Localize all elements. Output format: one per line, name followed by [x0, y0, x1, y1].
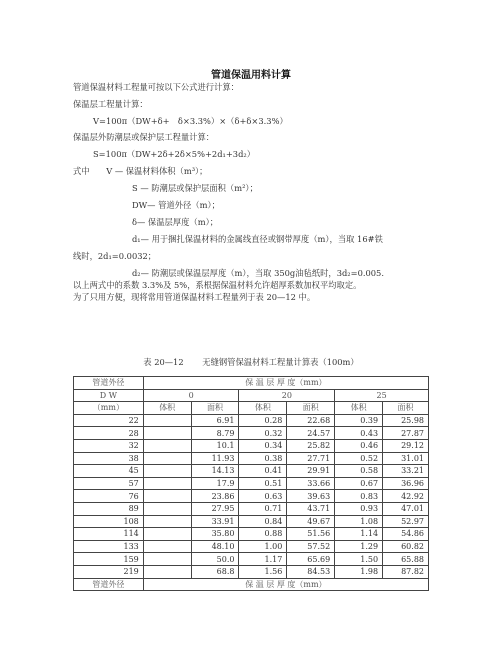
header-dw-line3: （mm）	[74, 402, 144, 415]
value-cell: 0.34	[239, 439, 287, 452]
value-cell: 54.86	[383, 528, 429, 541]
table-row	[74, 565, 429, 578]
value-cell: 1.98	[335, 565, 383, 578]
value-cell	[143, 465, 191, 478]
value-cell: 29.12	[383, 439, 429, 452]
value-cell: 84.53	[287, 565, 335, 578]
value-cell	[143, 515, 191, 528]
coefficient-note: 以上两式中的系数 3.3%及 5%，系根据保温材料允许超厚系数加权平均取定。	[73, 280, 362, 290]
legend-d2: d₂— 防潮层或保温层厚度（m），当取 350g油毡纸时，3d₂=0.005.	[132, 268, 384, 278]
footer-dw: 管道外径	[74, 578, 144, 591]
value-cell: 22.68	[287, 414, 335, 427]
value-cell: 35.80	[191, 528, 239, 541]
value-cell: 0.39	[335, 414, 383, 427]
insulation-table	[73, 376, 429, 591]
outer-diameter-cell: 38	[74, 452, 144, 465]
value-cell: 0.46	[335, 439, 383, 452]
table-caption	[0, 356, 502, 368]
value-cell	[143, 553, 191, 566]
outer-diameter-cell: 76	[74, 490, 144, 503]
outer-diameter-cell: 114	[74, 528, 144, 541]
value-cell: 33.21	[383, 465, 429, 478]
header-volume: 体积	[143, 402, 191, 415]
value-cell: 0.58	[335, 465, 383, 478]
table-row	[74, 540, 429, 553]
value-cell: 65.69	[287, 553, 335, 566]
value-cell: 25.98	[383, 414, 429, 427]
value-cell: 48.10	[191, 540, 239, 553]
outer-diameter-cell: 28	[74, 427, 144, 440]
value-cell: 0.28	[239, 414, 287, 427]
outer-diameter-cell: 32	[74, 439, 144, 452]
header-volume: 体积	[239, 402, 287, 415]
table-row	[74, 439, 429, 452]
value-cell: 23.86	[191, 490, 239, 503]
value-cell: 0.43	[335, 427, 383, 440]
value-cell: 1.29	[335, 540, 383, 553]
outer-diameter-cell: 219	[74, 565, 144, 578]
header-thickness-25: 25	[335, 389, 429, 402]
outer-diameter-cell: 57	[74, 477, 144, 490]
value-cell: 0.83	[335, 490, 383, 503]
header-thickness-group: 保 温 层 厚 度（mm）	[143, 377, 428, 390]
value-cell: 24.57	[287, 427, 335, 440]
value-cell: 39.63	[287, 490, 335, 503]
value-cell: 87.82	[383, 565, 429, 578]
outer-diameter-cell: 133	[74, 540, 144, 553]
header-thickness-0: 0	[143, 389, 239, 402]
value-cell: 0.51	[239, 477, 287, 490]
value-cell: 0.38	[239, 452, 287, 465]
value-cell: 27.95	[191, 502, 239, 515]
value-cell: 57.52	[287, 540, 335, 553]
header-area: 面积	[383, 402, 429, 415]
value-cell: 1.56	[239, 565, 287, 578]
legend-d1-cont: 线时，2d₁=0.0032；	[73, 251, 157, 261]
value-cell: 33.91	[191, 515, 239, 528]
value-cell: 8.79	[191, 427, 239, 440]
value-cell: 1.50	[335, 553, 383, 566]
header-thickness-20: 20	[239, 389, 335, 402]
value-cell: 65.88	[383, 553, 429, 566]
value-cell: 0.71	[239, 502, 287, 515]
value-cell: 42.92	[383, 490, 429, 503]
value-cell: 10.1	[191, 439, 239, 452]
header-dw-line2: D W	[74, 389, 144, 402]
value-cell: 50.0	[191, 553, 239, 566]
value-cell: 1.17	[239, 553, 287, 566]
header-dw-line1: 管道外径	[74, 377, 144, 390]
value-cell	[143, 565, 191, 578]
value-cell	[143, 414, 191, 427]
table-footer-row	[74, 578, 429, 591]
value-cell: 29.91	[287, 465, 335, 478]
value-cell: 0.52	[335, 452, 383, 465]
value-cell: 31.01	[383, 452, 429, 465]
table-row	[74, 427, 429, 440]
value-cell	[143, 490, 191, 503]
value-cell: 11.93	[191, 452, 239, 465]
table-row	[74, 553, 429, 566]
table-row	[74, 528, 429, 541]
value-cell: 6.91	[191, 414, 239, 427]
table-row	[74, 502, 429, 515]
legend-dw: DW— 管道外径（m）；	[132, 200, 220, 210]
table-row	[74, 452, 429, 465]
value-cell: 0.63	[239, 490, 287, 503]
value-cell: 47.01	[383, 502, 429, 515]
outer-diameter-cell: 22	[74, 414, 144, 427]
table-row	[74, 490, 429, 503]
table-row	[74, 515, 429, 528]
outer-diameter-cell: 45	[74, 465, 144, 478]
volume-heading: 保温层工程量计算：	[73, 99, 148, 109]
value-cell	[143, 502, 191, 515]
value-cell: 33.66	[287, 477, 335, 490]
legend-d1: d₁— 用于捆扎保温材料的金属线直径或钢带厚度（m），当取 16#铁	[132, 234, 383, 244]
value-cell	[143, 452, 191, 465]
footer-thickness-group: 保 温 层 厚 度（mm）	[143, 578, 428, 591]
value-cell: 0.67	[335, 477, 383, 490]
value-cell: 36.96	[383, 477, 429, 490]
value-cell: 0.41	[239, 465, 287, 478]
value-cell: 27.71	[287, 452, 335, 465]
value-cell	[143, 528, 191, 541]
area-formula: S=100π（DW+2δ+2δ×5%+2d₁+3d₂）	[93, 149, 256, 159]
value-cell	[143, 439, 191, 452]
value-cell: 49.67	[287, 515, 335, 528]
value-cell	[143, 477, 191, 490]
value-cell: 17.9	[191, 477, 239, 490]
legend-v: 式中 V — 保温材料体积（m³）；	[73, 166, 208, 176]
value-cell: 68.8	[191, 565, 239, 578]
area-heading: 保温层外防潮层或保护层工程量计算：	[73, 132, 215, 142]
value-cell: 60.82	[383, 540, 429, 553]
table-caption-number: 表 20—12	[143, 357, 184, 367]
value-cell: 25.82	[287, 439, 335, 452]
outer-diameter-cell: 108	[74, 515, 144, 528]
value-cell: 0.84	[239, 515, 287, 528]
value-cell: 1.08	[335, 515, 383, 528]
outer-diameter-cell: 89	[74, 502, 144, 515]
value-cell: 1.14	[335, 528, 383, 541]
header-area: 面积	[287, 402, 335, 415]
table-row	[74, 477, 429, 490]
value-cell: 27.87	[383, 427, 429, 440]
value-cell: 0.88	[239, 528, 287, 541]
table-caption-text: 无缝钢管保温材料工程量计算表（100m）	[202, 357, 359, 367]
table-row	[74, 465, 429, 478]
header-area: 面积	[191, 402, 239, 415]
value-cell: 43.71	[287, 502, 335, 515]
value-cell: 52.97	[383, 515, 429, 528]
header-volume: 体积	[335, 402, 383, 415]
legend-s: S — 防潮层或保护层面积（m²）；	[132, 183, 258, 193]
table-row	[74, 414, 429, 427]
volume-formula: V=100π（DW+δ+ δ×3.3%）×（δ+δ×3.3%）	[93, 116, 288, 126]
document-title: 管道保温用料计算	[211, 70, 291, 81]
value-cell: 14.13	[191, 465, 239, 478]
value-cell: 51.56	[287, 528, 335, 541]
legend-delta: δ— 保温层厚度（m）；	[132, 217, 219, 227]
outer-diameter-cell: 159	[74, 553, 144, 566]
value-cell: 0.32	[239, 427, 287, 440]
table-reference-note: 为了只用方便，现将常用管道保温材料工程量列于表 20—12 中。	[73, 292, 316, 302]
value-cell	[143, 427, 191, 440]
value-cell: 1.00	[239, 540, 287, 553]
value-cell	[143, 540, 191, 553]
intro-line: 管道保温材料工程量可按以下公式进行计算：	[73, 82, 239, 92]
value-cell: 0.93	[335, 502, 383, 515]
